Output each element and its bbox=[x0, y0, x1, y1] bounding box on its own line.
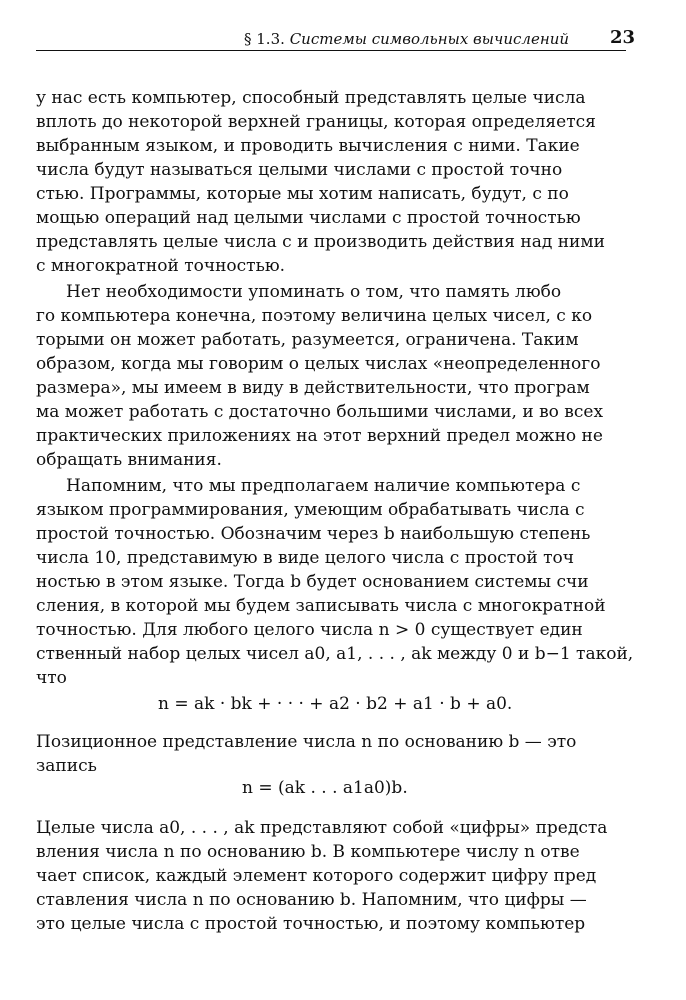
section-number: § 1.3. bbox=[244, 30, 285, 48]
text-line: языком программирования, умеющим обрабатывать числа с bbox=[36, 500, 585, 520]
text-line: простой точностью. Обозначим через b наибольшую степень bbox=[36, 524, 591, 544]
text-line: с многократной точностью. bbox=[36, 256, 286, 276]
formula-positional: n = (ak . . . a1a0)b. bbox=[242, 778, 408, 798]
text-line: обращать внимания. bbox=[36, 450, 222, 470]
formula-expansion: n = ak · bk + · · · + a2 · b2 + a1 · b + a0. bbox=[158, 694, 513, 714]
text-line: числа 10, представимую в виде целого числа с простой точ bbox=[36, 548, 574, 568]
text-line: Целые числа a0, . . . , ak представляют собой «цифры» предста bbox=[36, 818, 608, 838]
text-line: чает список, каждый элемент которого содержит цифру пред bbox=[36, 866, 597, 886]
page-number: 23 bbox=[610, 27, 636, 48]
text-line: мощью операций над целыми числами с простой точностью bbox=[36, 208, 581, 228]
text-line: Напомним, что мы предполагаем наличие компьютера с bbox=[66, 476, 581, 496]
text-line: образом, когда мы говорим о целых числах «неопределенного bbox=[36, 354, 601, 374]
section-label bbox=[244, 30, 569, 48]
text-line: Позиционное представление числа n по основанию b — это bbox=[36, 732, 577, 752]
text-line: выбранным языком, и проводить вычисления с ними. Такие bbox=[36, 136, 580, 156]
text-line: числа будут называться целыми числами с простой точно bbox=[36, 160, 563, 180]
text-line: размера», мы имеем в виду в действительности, что програм bbox=[36, 378, 590, 398]
text-line: торыми он может работать, разумеется, ограничена. Таким bbox=[36, 330, 579, 350]
text-line: это целые числа с простой точностью, и поэтому компьютер bbox=[36, 914, 586, 934]
section-title: Системы символьных вычислений bbox=[289, 30, 570, 48]
text-line: ственный набор целых чисел a0, a1, . . . , ak между 0 и b−1 такой, bbox=[36, 644, 634, 664]
text-line: вплоть до некоторой верхней границы, которая определяется bbox=[36, 112, 596, 132]
text-line: ма может работать с достаточно большими числами, и во всех bbox=[36, 402, 604, 422]
text-line: практических приложениях на этот верхний предел можно не bbox=[36, 426, 603, 446]
text-line: точностью. Для любого целого числа n > 0 существует един bbox=[36, 620, 583, 640]
text-line: Нет необходимости упоминать о том, что память любо bbox=[66, 282, 562, 302]
text-line: го компьютера конечна, поэтому величина целых чисел, с ко bbox=[36, 306, 593, 326]
running-header bbox=[36, 27, 636, 51]
text-line: сления, в которой мы будем записывать числа с многократной bbox=[36, 596, 606, 616]
text-line: стью. Программы, которые мы хотим написать, будут, с по bbox=[36, 184, 569, 204]
text-line: запись bbox=[36, 756, 97, 776]
text-line: ностью в этом языке. Тогда b будет основанием системы счи bbox=[36, 572, 589, 592]
text-line: что bbox=[36, 668, 67, 688]
text-line: ставления числа n по основанию b. Напомним, что цифры — bbox=[36, 890, 587, 910]
text-line: вления числа n по основанию b. В компьютере числу n отве bbox=[36, 842, 580, 862]
text-line: у нас есть компьютер, способный представлять целые числа bbox=[36, 88, 586, 108]
text-line: представлять целые числа с и производить действия над ними bbox=[36, 232, 605, 252]
